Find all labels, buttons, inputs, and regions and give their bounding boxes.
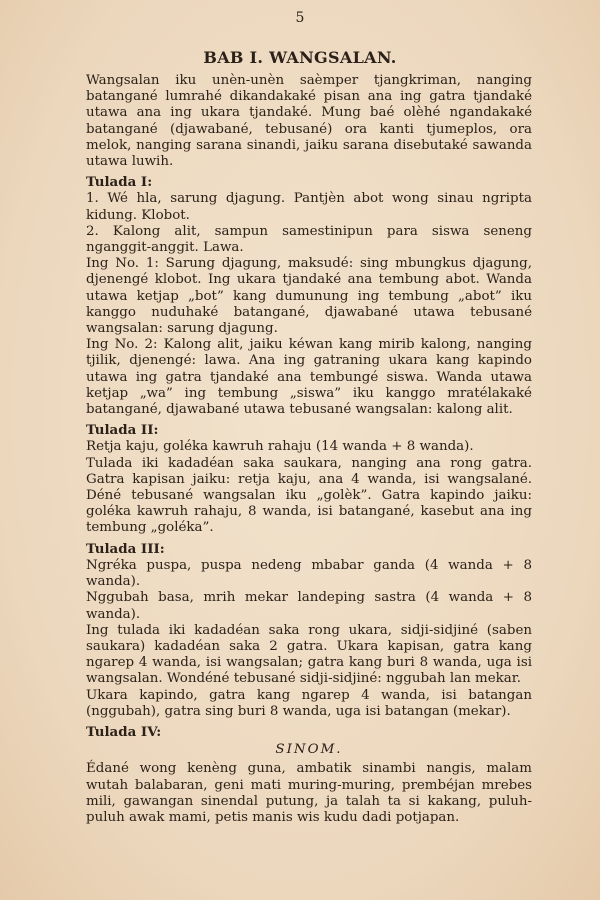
- tulada-1-heading: Tulada I:: [86, 174, 153, 191]
- tulada-2-explanation: Tulada iki kadadéan saka saukara, nanging ana rong gatra. Gatra kapisan jaiku: retja kaju, ana 4 wanda, isi wangsalané. Déné tebusané wangsalan iku „golèk”. Gatra kapindo jaiku: goléka kawruh rahaju, 8 wanda, isi batangané, kasebut ana ing tembung „goléka”.: [86, 455, 532, 536]
- poem-text: Édané wong kenèng guna, ambatik sinambi nangis, malam wutah balabaran, geni mati muring-muring, prembéjan mrebes mili, gawangan sinendal putung, ja talah ta si kakang, puluh-puluh awak mami, petis manis wis kudu dadi potjapan.: [86, 761, 532, 825]
- tulada-2-example: Retja kaju, goléka kawruh rahaju (14 wanda + 8 wanda).: [86, 439, 474, 455]
- tulada-3-explanation-1: Ing tulada iki kadadéan saka rong ukara, sidji-sidjiné (saben saukara) kadadéan saka 2 gatra. Ukara kapisan, gatra kang ngarep 4 wanda, isi wangsalan; gatra kang buri 8 wanda, uga isi wangsalan. Wondéné tebusané sidji-sidjiné: nggubah lan mekar.: [86, 622, 532, 687]
- tulada-3-heading: Tulada III:: [86, 540, 165, 557]
- poem-title: SINOM.: [275, 742, 343, 758]
- tulada-3-example-2: Nggubah basa, mrih mekar landeping sastra (4 wanda + 8 wanda).: [86, 590, 532, 622]
- page-number: 5: [295, 10, 305, 26]
- tulada-1-explanation-1: Ing No. 1: Sarung djagung, maksudé: sing mbungkus djagung, djenengé klobot. Ing ukara tjandaké ana tembung abot. Wanda utawa ketjap „bot” kang dumunung ing tembung „abot” iku kanggo nuduhaké batangané, djawabané utawa tebusané wangsalan: sarung djagung.: [86, 256, 532, 337]
- tulada-3-example-1: Ngréka puspa, puspa nedeng mbabar ganda (4 wanda + 8 wanda).: [86, 557, 532, 590]
- tulada-4-heading: Tulada IV:: [86, 723, 162, 740]
- body-text: [86, 73, 532, 826]
- tulada-2-heading: Tulada II:: [86, 422, 159, 439]
- tulada-1-example-2: 2. Kalong alit, sampun samestinipun para siswa seneng nganggit-anggit. Lawa.: [86, 223, 532, 256]
- chapter-title: BAB I. WANGSALAN.: [203, 48, 397, 67]
- tulada-1-explanation-2: Ing No. 2: Kalong alit, jaiku kéwan kang mirib kalong, nanging tjilik, djenengé: lawa. Ana ing gatraning ukara kang kapindo utawa ing gatra tjandaké ana tembungé siswa. Wanda utawa ketjap „wa” ing tembung „siswa” iku kanggo mratélakaké batangané, djawabané utawa tebusané wangsalan: kalong alit.: [86, 337, 532, 418]
- intro-paragraph: Wangsalan iku unèn-unèn saèmper tjangkriman, nanging batangané lumrahé dikandakaké pisan ana ing gatra tjandaké utawa ana ing ukara tjandaké. Mung baé olèhé ngandakaké batangané (djawabané, tebusané) ora kanti tjumeplos, ora melok, nanging sarana sinandi, jaiku sarana disebutaké sawanda utawa luwih.: [86, 73, 532, 170]
- tulada-1-example-1: 1. Wé hla, sarung djagung. Pantjèn abot wong sinau ngripta kidung. Klobot.: [86, 191, 532, 223]
- tulada-3-explanation-2: Ukara kapindo, gatra kang ngarep 4 wanda, isi batangan (nggubah), gatra sing buri 8 wanda, uga isi batangan (mekar).: [86, 687, 532, 719]
